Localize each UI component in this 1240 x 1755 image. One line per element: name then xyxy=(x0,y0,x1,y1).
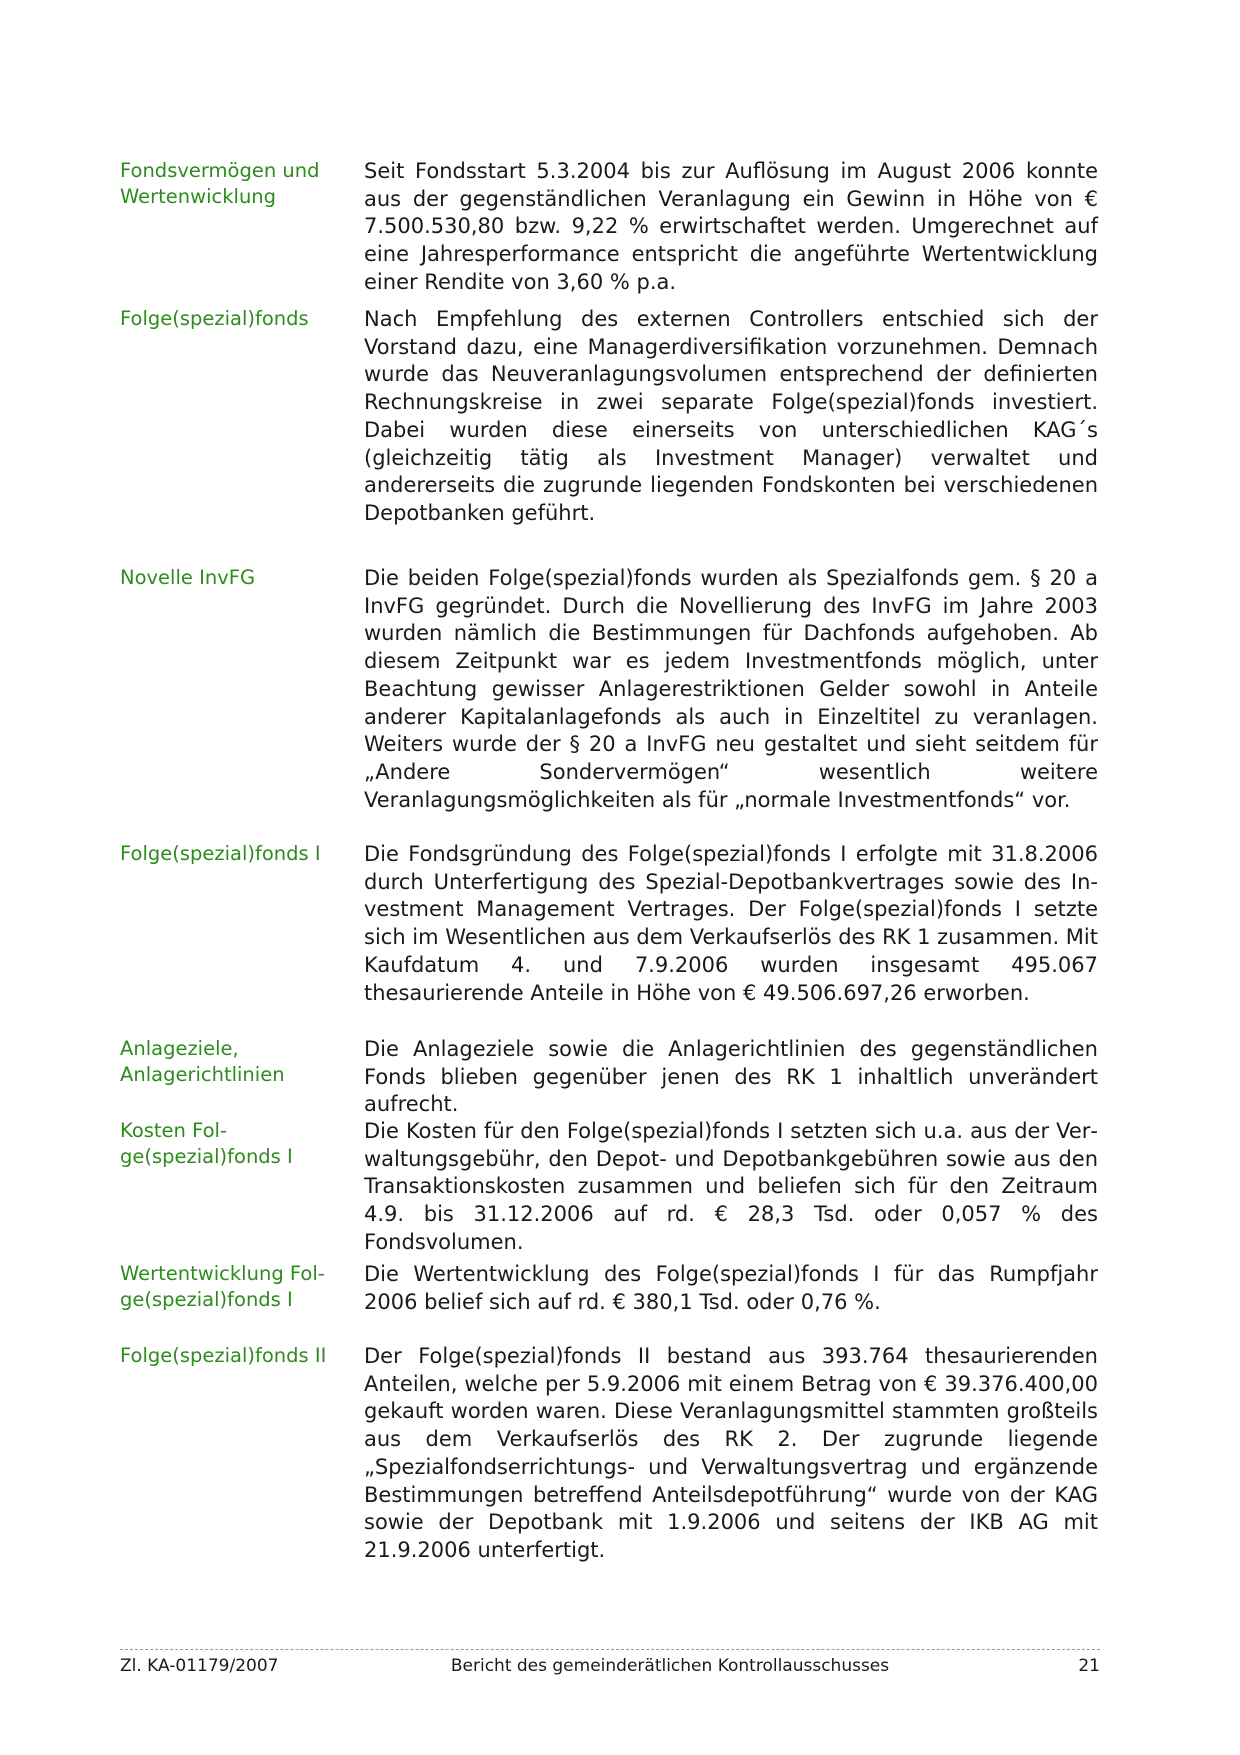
paragraph: Die Wertentwicklung des Folge(spezial)fonds I für das Rumpfjahr 2006 belief sich auf rd. € 380,1 Tsd. oder 0,76 %. xyxy=(364,1262,1098,1314)
margin-note: Folge(spezial)fonds xyxy=(120,307,309,330)
paragraph: Die Fondsgründung des Folge(spezial)fonds I erfolgte mit 31.8.2006 durch Unterfertigung des Spezial-Depotbankvertrages sowie des Investment Management Vertrages. Der Folge(spezial)fonds I setzte sich im Wesentlichen aus dem Verkaufserlös des RK 1 zusammen. Mit Kaufdatum 4. und 7.9.2006 wurden insgesamt 495.067 thesaurierende Anteile in Höhe von € 49.506.697,26 erworben. xyxy=(364,842,1098,1005)
margin-note: Folge(spezial)fonds II xyxy=(120,1344,327,1367)
paragraph: Nach Empfehlung des externen Controllers entschied sich der Vorstand dazu, eine Managerdiversifikation vorzunehmen. Demnach wurde das Neuveranlagungsvolumen entsprechend der definierten Rechnungskreise in zwei separate Folge(spezial)fonds investiert. Dabei wurden diese einerseits von unterschiedlichen KAG´s (gleichzeitig tätig als Investment Manager) verwaltet und andererseits die zugrunde liegenden Fondskonten bei verschiedenen Depotbanken geführt. xyxy=(364,307,1098,525)
footer-divider xyxy=(120,1649,1100,1650)
margin-note: Kosten Folge(spezial)fonds I xyxy=(120,1119,293,1168)
margin-note: Novelle InvFG xyxy=(120,566,256,589)
paragraph: Die Kosten für den Folge(spezial)fonds I setzten sich u.a. aus der Verwaltungsgebühr, den Depot- und Depotbankgebühren sowie aus den Transaktionskosten zusammen und beliefen sich für den Zeitraum 4.9. bis 31.12.2006 auf rd. € 28,3 Tsd. oder 0,057 % des Fondsvolumen. xyxy=(364,1119,1098,1254)
margin-note: Fondsvermögen und Wertenwicklung xyxy=(120,159,320,208)
paragraph: Der Folge(spezial)fonds II bestand aus 393.764 thesaurierenden Anteilen, welche per 5.9.2006 mit einem Betrag von € 39.376.400,00 gekauft worden waren. Diese Veranlagungsmittel stammten großteils aus dem Verkaufserlös des RK 2. Der zugrunde liegende „Spezialfondserrichtungs- und Verwaltungsvertrag und ergänzende Bestimmungen betreffend Anteilsdepotführung“ wurde von der KAG sowie der Depotbank mit 1.9.2006 und seitens der IKB AG mit 21.9.2006 unterfertigt. xyxy=(364,1344,1098,1562)
margin-note: Folge(spezial)fonds I xyxy=(120,842,321,865)
paragraph: Die beiden Folge(spezial)fonds wurden als Spezialfonds gem. § 20 a InvFG gegründet. Durch die Novellierung des InvFG im Jahre 2003 wurden nämlich die Bestimmungen für Dachfonds aufgehoben. Ab diesem Zeitpunkt war es jedem Investmentfonds möglich, unter Beachtung gewisser Anlagerestriktionen Gelder sowohl in Anteile anderer Kapitalanlagefonds als auch in Einzeltitel zu veranlagen. Weiters wurde der § 20 a InvFG neu gestaltet und sieht seitdem für „Andere Sondervermögen“ wesentlich weitere Veranlagungsmöglichkeiten als für „normale Investmentfonds“ vor. xyxy=(364,566,1098,812)
page-number: 21 xyxy=(1078,1656,1100,1676)
paragraph: Die Anlageziele sowie die Anlagerichtlinien des gegenständlichen Fonds blieben gegenüber jenen des RK 1 inhaltlich unverändert aufrecht. xyxy=(364,1037,1098,1117)
paragraph: Seit Fondsstart 5.3.2004 bis zur Auflösung im August 2006 konnte aus der gegenständlichen Veranlagung ein Gewinn in Höhe von € 7.500.530,80 bzw. 9,22 % erwirtschaftet werden. Umgerechnet auf eine Jahresperformance entspricht die angeführte Wertentwicklung einer Rendite von 3,60 % p.a. xyxy=(364,159,1098,294)
footer-reference: Zl. KA-01179/2007 xyxy=(120,1656,279,1676)
margin-note: Wertentwicklung Folge(spezial)fonds I xyxy=(120,1262,325,1311)
margin-note: Anlageziele, Anlagerichtlinien xyxy=(120,1037,285,1086)
footer-title: Bericht des gemeinderätlichen Kontrollausschusses xyxy=(450,1656,890,1676)
